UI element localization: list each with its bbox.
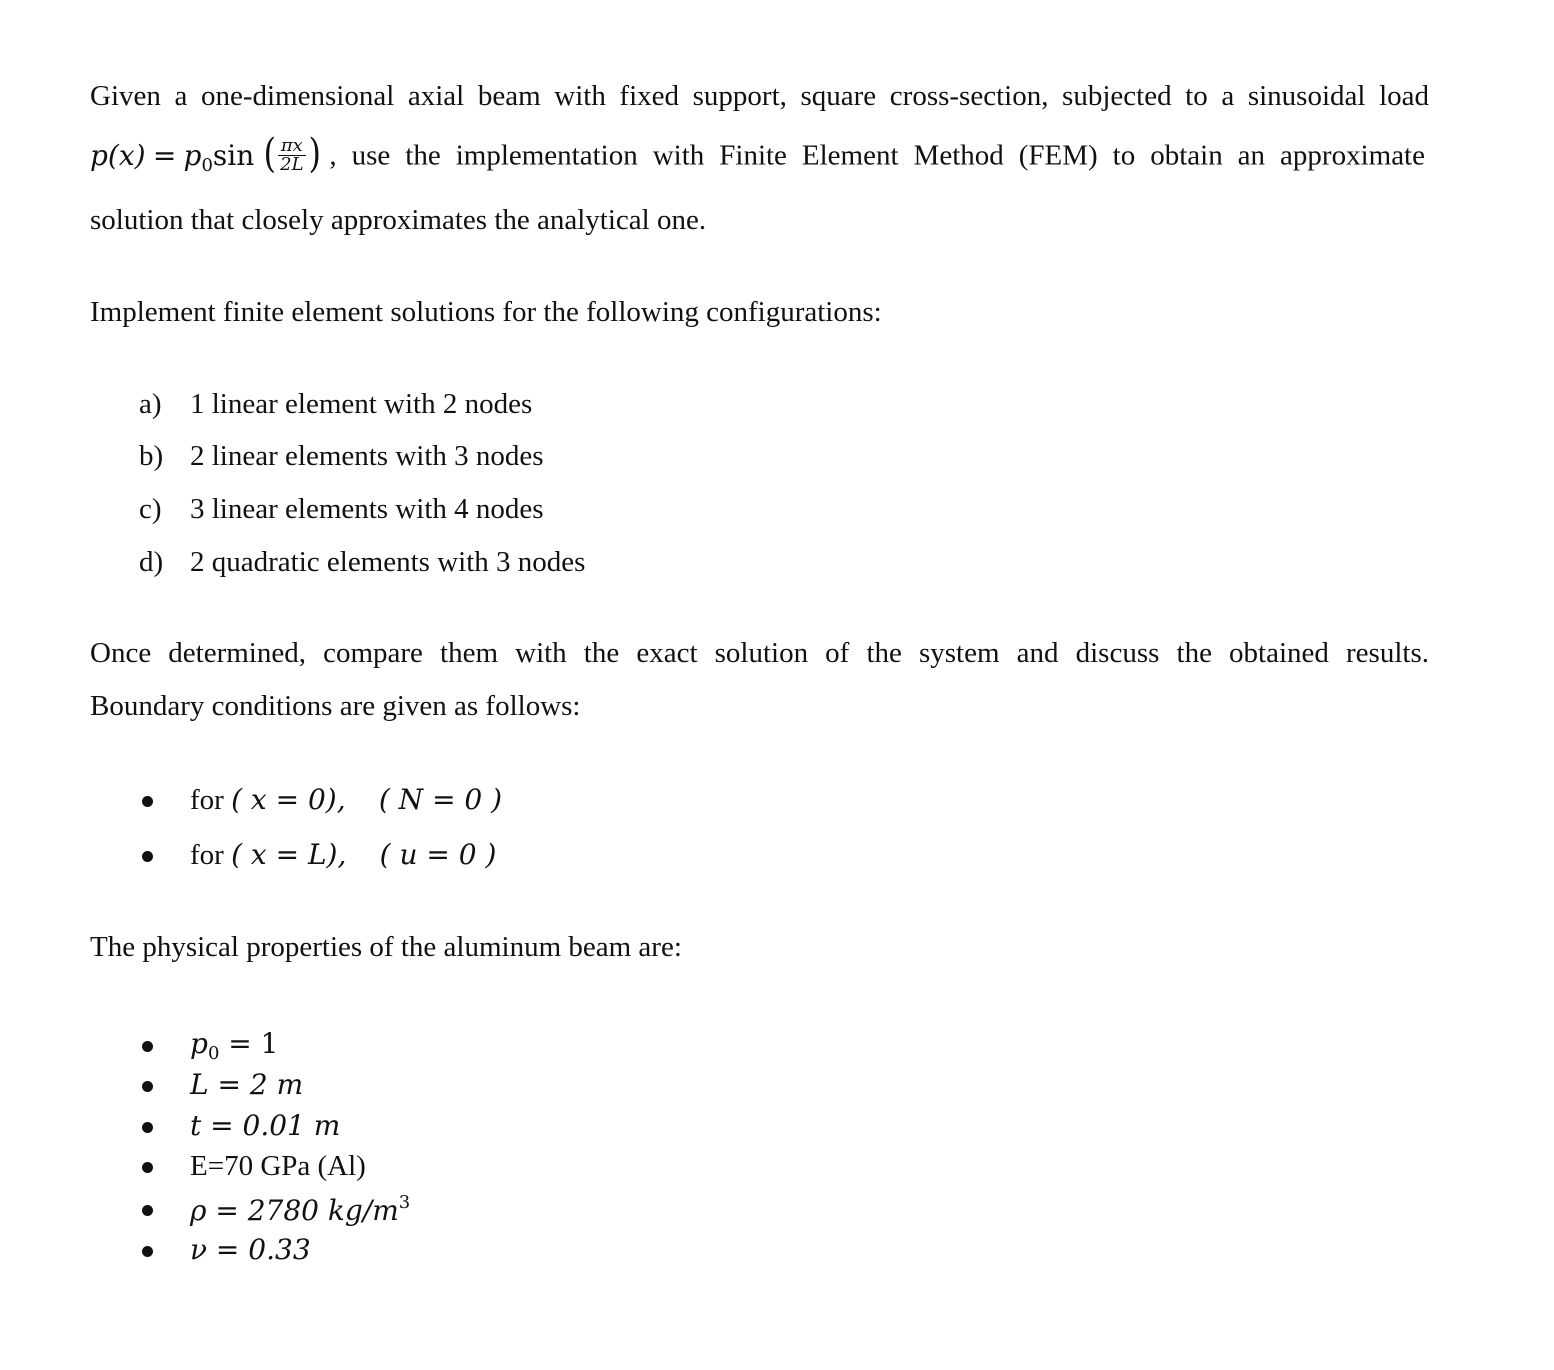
bullet-icon — [142, 1246, 153, 1257]
property-p0: $p_0 = 1$ — [190, 1027, 279, 1064]
intro-line-2 — [90, 131, 1429, 182]
property-density: ρ = 2780 $kg/m^3$ — [190, 1192, 411, 1227]
config-heading: Implement finite element solutions for the following configurations: — [90, 296, 882, 328]
bullet-icon — [142, 796, 153, 807]
bullet-icon — [142, 1162, 153, 1173]
compare-line-2: Boundary conditions are given as follows: — [90, 690, 581, 722]
load-p0: $p_0$ — [183, 138, 213, 176]
bullet-icon — [142, 1081, 153, 1092]
property-modulus: E=70 GPa (Al) — [190, 1150, 366, 1182]
property-length: L = 2 m — [190, 1068, 304, 1101]
list-marker: d) — [139, 546, 164, 578]
property-poisson: ν = 0.33 — [190, 1233, 311, 1266]
list-marker: a) — [139, 388, 162, 420]
list-item-text: 1 linear element with 2 nodes — [190, 388, 533, 420]
intro-line-1: Given a one-dimensional axial beam with fixed support, square cross-section, subjected to a sinusoidal load — [90, 80, 1429, 112]
list-item-text: 2 quadratic elements with 3 nodes — [190, 546, 586, 578]
list-item-text: 2 linear elements with 3 nodes — [190, 440, 544, 472]
bullet-icon — [142, 851, 153, 862]
list-marker: b) — [139, 440, 164, 472]
list-marker: c) — [139, 493, 162, 525]
properties-heading: The physical properties of the aluminum beam are: — [90, 931, 682, 963]
list-item-text: 3 linear elements with 4 nodes — [190, 493, 544, 525]
bullet-icon — [142, 1041, 153, 1052]
load-fraction: $\frac{\pi x}{2L}$ — [280, 134, 304, 175]
property-thickness: t = 0.01 m — [190, 1109, 341, 1142]
bullet-icon — [142, 1205, 153, 1216]
boundary-condition: for ( x = L), ( u = 0 ) — [190, 838, 497, 871]
intro-line-3: solution that closely approximates the analytical one. — [90, 204, 707, 236]
load-equation: $p(x) = p_0\sin$ ( $\frac{\pi x}{2L}$ ) — [90, 131, 321, 177]
boundary-condition: for ( x = 0), ( N = 0 ) — [190, 783, 503, 816]
compare-line-1: Once determined, compare them with the exact solution of the system and discuss the obtained results. — [90, 637, 1429, 669]
bullet-icon — [142, 1122, 153, 1133]
intro-line-2-text: , use the implementation with Finite Element Method (FEM) to obtain an approximate — [329, 139, 1425, 172]
